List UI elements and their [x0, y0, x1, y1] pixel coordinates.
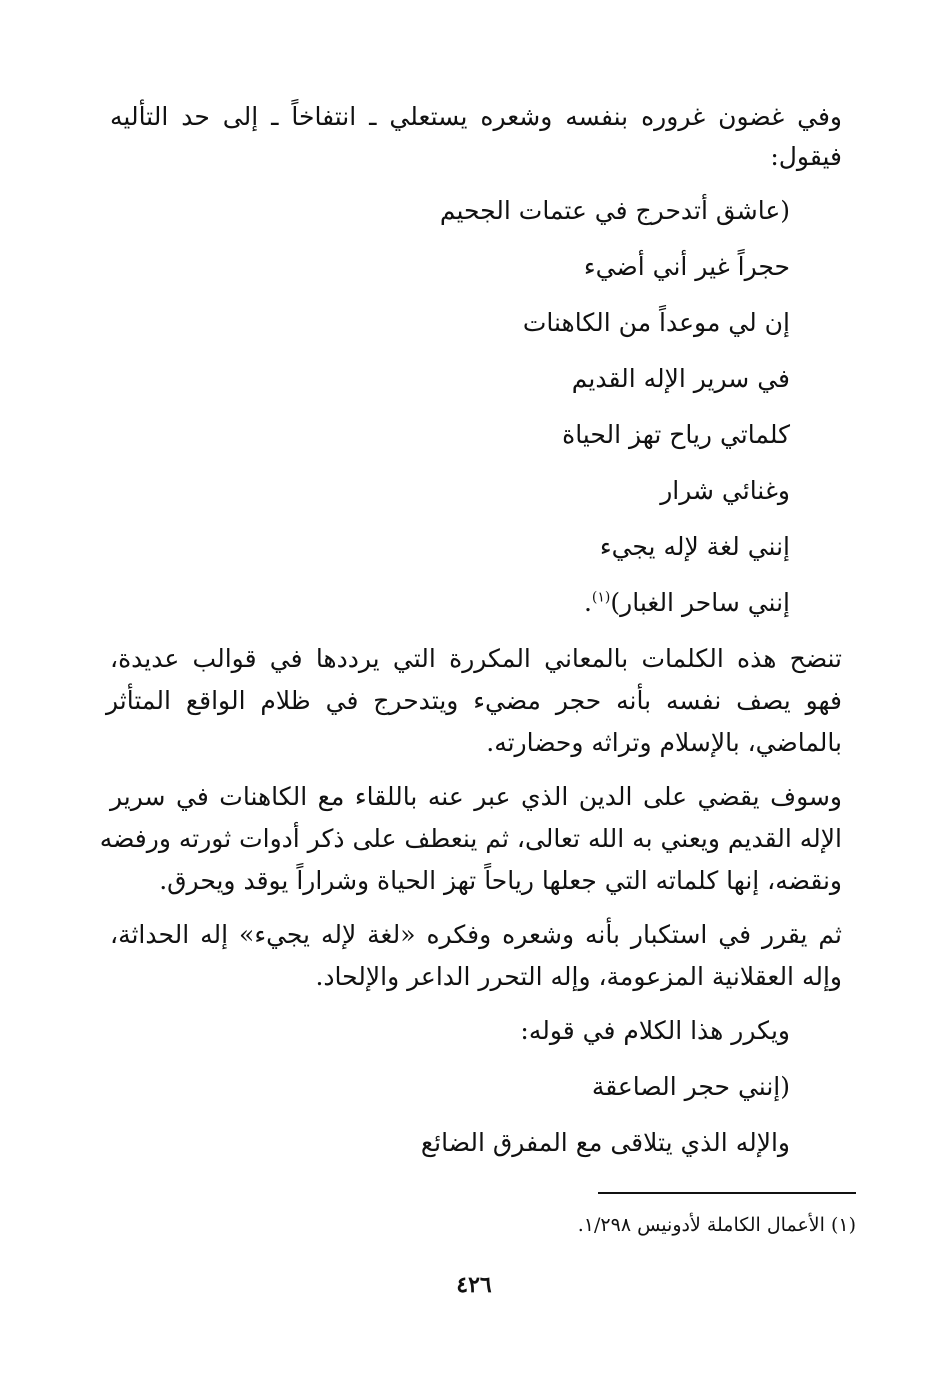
poem1-line-6: وغنائي شرار — [660, 476, 790, 505]
poem1-line-7: إنني لغة لإله يجيء — [599, 532, 790, 561]
para2-line-1: وسوف يقضي على الدين الذي عبر عنه باللقاء مع الكاهنات في سرير — [110, 782, 842, 811]
poem1-line-8-end: . — [583, 588, 592, 617]
para3-line-2: وإله العقلانية المزعومة، وإله التحرر الداعر والإلحاد. — [315, 962, 842, 991]
footnote-1: (١) الأعمال الكاملة لأدونيس ١/٢٩٨. — [577, 1214, 856, 1236]
poem1-line-8-text: إنني ساحر الغبار) — [610, 588, 790, 617]
page-number: ٤٢٦ — [456, 1272, 492, 1298]
para1-line-1: تنضح هذه الكلمات بالمعاني المكررة التي يرددها في قوالب عديدة، — [110, 644, 842, 673]
para3-line-1: ثم يقرر في استكبار بأنه وشعره وفكره «لغة لإله يجيء» إله الحداثة، — [110, 920, 842, 949]
poem2-line-1: (إنني حجر الصاعقة — [591, 1072, 790, 1101]
poem1-line-3: إن لي موعداً من الكاهنات — [522, 308, 790, 337]
intro-line-1: وفي غضون غروره بنفسه وشعره يستعلي ـ انتفاخاً ـ إلى حد التأليه — [110, 102, 842, 131]
intro-line-2: فيقول: — [770, 142, 842, 171]
para2-line-2: الإله القديم ويعني به الله تعالى، ثم ينعطف على ذكر أدوات ثورته ورفضه — [99, 824, 842, 853]
footnote-divider — [598, 1192, 856, 1194]
poem1-line-8 — [584, 586, 790, 620]
footnote-ref-1[interactable]: (١) — [591, 589, 611, 606]
poem1-line-2: حجراً غير أني أضيء — [583, 252, 790, 281]
poem1-line-1: (عاشق أتدحرج في عتمات الجحيم — [439, 196, 790, 225]
poem2-line-2: والإله الذي يتلاقى مع المفرق الضائع — [420, 1128, 790, 1157]
para4-line-1: ويكرر هذا الكلام في قوله: — [520, 1016, 790, 1045]
poem1-line-4: في سرير الإله القديم — [571, 364, 790, 393]
para1-line-2: فهو يصف نفسه بأنه حجر مضيء ويتدحرج في ظلام الواقع المتأثر — [106, 686, 842, 715]
para2-line-3: ونقضه، إنها كلماته التي جعلها رياحاً تهز الحياة وشراراً يوقد ويحرق. — [159, 866, 842, 895]
poem1-line-5: كلماتي رياح تهز الحياة — [562, 420, 790, 449]
para1-line-3: بالماضي، بالإسلام وتراثه وحضارته. — [486, 728, 842, 757]
